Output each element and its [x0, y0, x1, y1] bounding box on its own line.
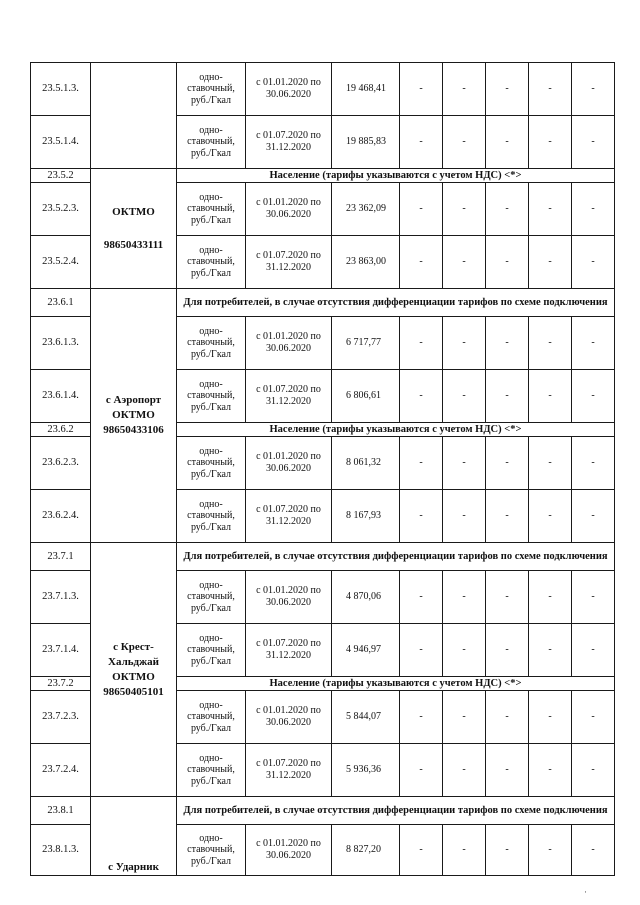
- empty-value-cell: -: [529, 571, 572, 624]
- unit-cell: одно-ставочный, руб./Гкал: [177, 63, 246, 116]
- period-cell: с 01.01.2020 по 30.06.2020: [246, 571, 332, 624]
- group-header-cell: Для потребителей, в случае отсутствия дифференциации тарифов по схеме подключения: [177, 797, 615, 825]
- empty-value-cell: -: [572, 317, 615, 370]
- empty-value-cell: -: [443, 571, 486, 624]
- empty-value-cell: -: [443, 370, 486, 423]
- tariff-value-cell: 19 468,41: [332, 63, 400, 116]
- empty-value-cell: -: [529, 236, 572, 289]
- empty-value-cell: -: [529, 825, 572, 876]
- empty-value-cell: -: [572, 236, 615, 289]
- location-line: ОКТМО: [112, 670, 155, 683]
- tariff-value-cell: 5 844,07: [332, 691, 400, 744]
- empty-value-cell: -: [486, 825, 529, 876]
- empty-value-cell: -: [572, 183, 615, 236]
- period-cell: с 01.01.2020 по 30.06.2020: [246, 437, 332, 490]
- group-header-row: [31, 289, 615, 317]
- tariff-value-cell: 8 167,93: [332, 490, 400, 543]
- tariff-value-cell: 5 936,36: [332, 744, 400, 797]
- row-code-cell: 23.6.2.4.: [31, 490, 91, 543]
- page-mark: ·: [584, 887, 587, 897]
- row-code-cell: 23.7.1.4.: [31, 624, 91, 677]
- empty-value-cell: -: [486, 116, 529, 169]
- empty-value-cell: -: [400, 183, 443, 236]
- location-cell: [91, 797, 177, 876]
- group-header-row: [31, 543, 615, 571]
- period-cell: с 01.01.2020 по 30.06.2020: [246, 825, 332, 876]
- empty-value-cell: -: [400, 624, 443, 677]
- empty-value-cell: -: [486, 63, 529, 116]
- unit-cell: одно-ставочный, руб./Гкал: [177, 437, 246, 490]
- unit-cell: одно-ставочный, руб./Гкал: [177, 691, 246, 744]
- empty-value-cell: -: [443, 317, 486, 370]
- tariff-table: [30, 62, 615, 876]
- period-cell: с 01.07.2020 по 31.12.2020: [246, 490, 332, 543]
- empty-value-cell: -: [443, 116, 486, 169]
- row-code-cell: 23.8.1.3.: [31, 825, 91, 876]
- group-header-row: [31, 169, 615, 183]
- empty-value-cell: -: [572, 691, 615, 744]
- empty-value-cell: -: [400, 437, 443, 490]
- unit-cell: одно-ставочный, руб./Гкал: [177, 624, 246, 677]
- empty-value-cell: -: [486, 691, 529, 744]
- location-cell: [91, 543, 177, 797]
- empty-value-cell: -: [400, 63, 443, 116]
- empty-value-cell: -: [572, 370, 615, 423]
- unit-cell: одно-ставочный, руб./Гкал: [177, 370, 246, 423]
- empty-value-cell: -: [400, 571, 443, 624]
- empty-value-cell: -: [529, 744, 572, 797]
- empty-value-cell: -: [572, 490, 615, 543]
- empty-value-cell: -: [529, 116, 572, 169]
- empty-value-cell: -: [443, 183, 486, 236]
- period-cell: с 01.01.2020 по 30.06.2020: [246, 317, 332, 370]
- row-code-cell: 23.6.1.4.: [31, 370, 91, 423]
- empty-value-cell: -: [529, 317, 572, 370]
- group-header-cell: Население (тарифы указываются с учетом НДС) <*>: [177, 677, 615, 691]
- group-code-cell: 23.7.2: [31, 677, 91, 691]
- tariff-value-cell: 6 717,77: [332, 317, 400, 370]
- group-code-cell: 23.7.1: [31, 543, 91, 571]
- empty-value-cell: -: [572, 624, 615, 677]
- location-line: 98650405101: [103, 685, 164, 698]
- row-code-cell: 23.5.1.4.: [31, 116, 91, 169]
- tariff-value-cell: 8 827,20: [332, 825, 400, 876]
- tariff-value-cell: 4 946,97: [332, 624, 400, 677]
- row-code-cell: 23.7.1.3.: [31, 571, 91, 624]
- empty-value-cell: -: [486, 624, 529, 677]
- table-row: [31, 63, 615, 116]
- tariff-value-cell: 4 870,06: [332, 571, 400, 624]
- row-code-cell: 23.6.2.3.: [31, 437, 91, 490]
- row-code-cell: 23.7.2.4.: [31, 744, 91, 797]
- row-code-cell: 23.5.2.3.: [31, 183, 91, 236]
- empty-value-cell: -: [443, 490, 486, 543]
- location-line: 98650433111: [103, 238, 164, 251]
- location-line: с Крест-: [113, 640, 154, 653]
- tariff-value-cell: 19 885,83: [332, 116, 400, 169]
- unit-cell: одно-ставочный, руб./Гкал: [177, 183, 246, 236]
- period-cell: с 01.07.2020 по 31.12.2020: [246, 624, 332, 677]
- unit-cell: одно-ставочный, руб./Гкал: [177, 236, 246, 289]
- period-cell: с 01.01.2020 по 30.06.2020: [246, 63, 332, 116]
- empty-value-cell: -: [443, 691, 486, 744]
- group-code-cell: 23.6.2: [31, 423, 91, 437]
- row-code-cell: 23.7.2.3.: [31, 691, 91, 744]
- unit-cell: одно-ставочный, руб./Гкал: [177, 744, 246, 797]
- location-cell: [91, 169, 177, 289]
- row-code-cell: 23.5.2.4.: [31, 236, 91, 289]
- empty-value-cell: -: [529, 437, 572, 490]
- blank-cell: [91, 63, 177, 169]
- group-header-cell: Для потребителей, в случае отсутствия дифференциации тарифов по схеме подключения: [177, 289, 615, 317]
- empty-value-cell: -: [400, 744, 443, 797]
- location-line: Хальджай: [108, 655, 159, 668]
- tariff-value-cell: 6 806,61: [332, 370, 400, 423]
- period-cell: с 01.07.2020 по 31.12.2020: [246, 370, 332, 423]
- empty-value-cell: -: [443, 825, 486, 876]
- location-line: с Ударник: [108, 861, 159, 873]
- empty-value-cell: -: [486, 370, 529, 423]
- tariff-table-body: [31, 63, 615, 876]
- group-code-cell: 23.6.1: [31, 289, 91, 317]
- empty-value-cell: -: [486, 236, 529, 289]
- group-header-cell: Для потребителей, в случае отсутствия дифференциации тарифов по схеме подключения: [177, 543, 615, 571]
- empty-value-cell: -: [443, 63, 486, 116]
- empty-value-cell: -: [572, 63, 615, 116]
- row-code-cell: 23.6.1.3.: [31, 317, 91, 370]
- location-line: ОКТМО: [112, 409, 155, 421]
- unit-cell: одно-ставочный, руб./Гкал: [177, 317, 246, 370]
- period-cell: с 01.07.2020 по 31.12.2020: [246, 116, 332, 169]
- location-cell: [91, 289, 177, 543]
- empty-value-cell: -: [529, 691, 572, 744]
- group-header-cell: Население (тарифы указываются с учетом НДС) <*>: [177, 423, 615, 437]
- empty-value-cell: -: [400, 691, 443, 744]
- period-cell: с 01.01.2020 по 30.06.2020: [246, 691, 332, 744]
- location-line: 98650433106: [103, 424, 164, 436]
- empty-value-cell: -: [572, 437, 615, 490]
- empty-value-cell: -: [572, 116, 615, 169]
- location-line: ОКТМО: [112, 205, 155, 218]
- row-code-cell: 23.5.1.3.: [31, 63, 91, 116]
- empty-value-cell: -: [400, 490, 443, 543]
- unit-cell: одно-ставочный, руб./Гкал: [177, 825, 246, 876]
- empty-value-cell: -: [572, 825, 615, 876]
- empty-value-cell: -: [400, 825, 443, 876]
- empty-value-cell: -: [529, 63, 572, 116]
- empty-value-cell: -: [486, 317, 529, 370]
- empty-value-cell: -: [443, 624, 486, 677]
- empty-value-cell: -: [443, 744, 486, 797]
- location-line: с Аэропорт: [105, 394, 162, 406]
- empty-value-cell: -: [486, 183, 529, 236]
- empty-value-cell: -: [486, 571, 529, 624]
- empty-value-cell: -: [529, 624, 572, 677]
- unit-cell: одно-ставочный, руб./Гкал: [177, 116, 246, 169]
- empty-value-cell: -: [400, 317, 443, 370]
- empty-value-cell: -: [486, 490, 529, 543]
- period-cell: с 01.07.2020 по 31.12.2020: [246, 236, 332, 289]
- empty-value-cell: -: [529, 183, 572, 236]
- group-header-row: [31, 797, 615, 825]
- empty-value-cell: -: [443, 437, 486, 490]
- group-code-cell: 23.5.2: [31, 169, 91, 183]
- empty-value-cell: -: [572, 744, 615, 797]
- empty-value-cell: -: [529, 370, 572, 423]
- tariff-value-cell: 23 863,00: [332, 236, 400, 289]
- period-cell: с 01.07.2020 по 31.12.2020: [246, 744, 332, 797]
- tariff-value-cell: 23 362,09: [332, 183, 400, 236]
- empty-value-cell: -: [572, 571, 615, 624]
- tariff-value-cell: 8 061,32: [332, 437, 400, 490]
- group-header-cell: Население (тарифы указываются с учетом НДС) <*>: [177, 169, 615, 183]
- empty-value-cell: -: [486, 437, 529, 490]
- empty-value-cell: -: [486, 744, 529, 797]
- empty-value-cell: -: [443, 236, 486, 289]
- empty-value-cell: -: [400, 370, 443, 423]
- empty-value-cell: -: [529, 490, 572, 543]
- unit-cell: одно-ставочный, руб./Гкал: [177, 571, 246, 624]
- period-cell: с 01.01.2020 по 30.06.2020: [246, 183, 332, 236]
- group-code-cell: 23.8.1: [31, 797, 91, 825]
- empty-value-cell: -: [400, 116, 443, 169]
- empty-value-cell: -: [400, 236, 443, 289]
- unit-cell: одно-ставочный, руб./Гкал: [177, 490, 246, 543]
